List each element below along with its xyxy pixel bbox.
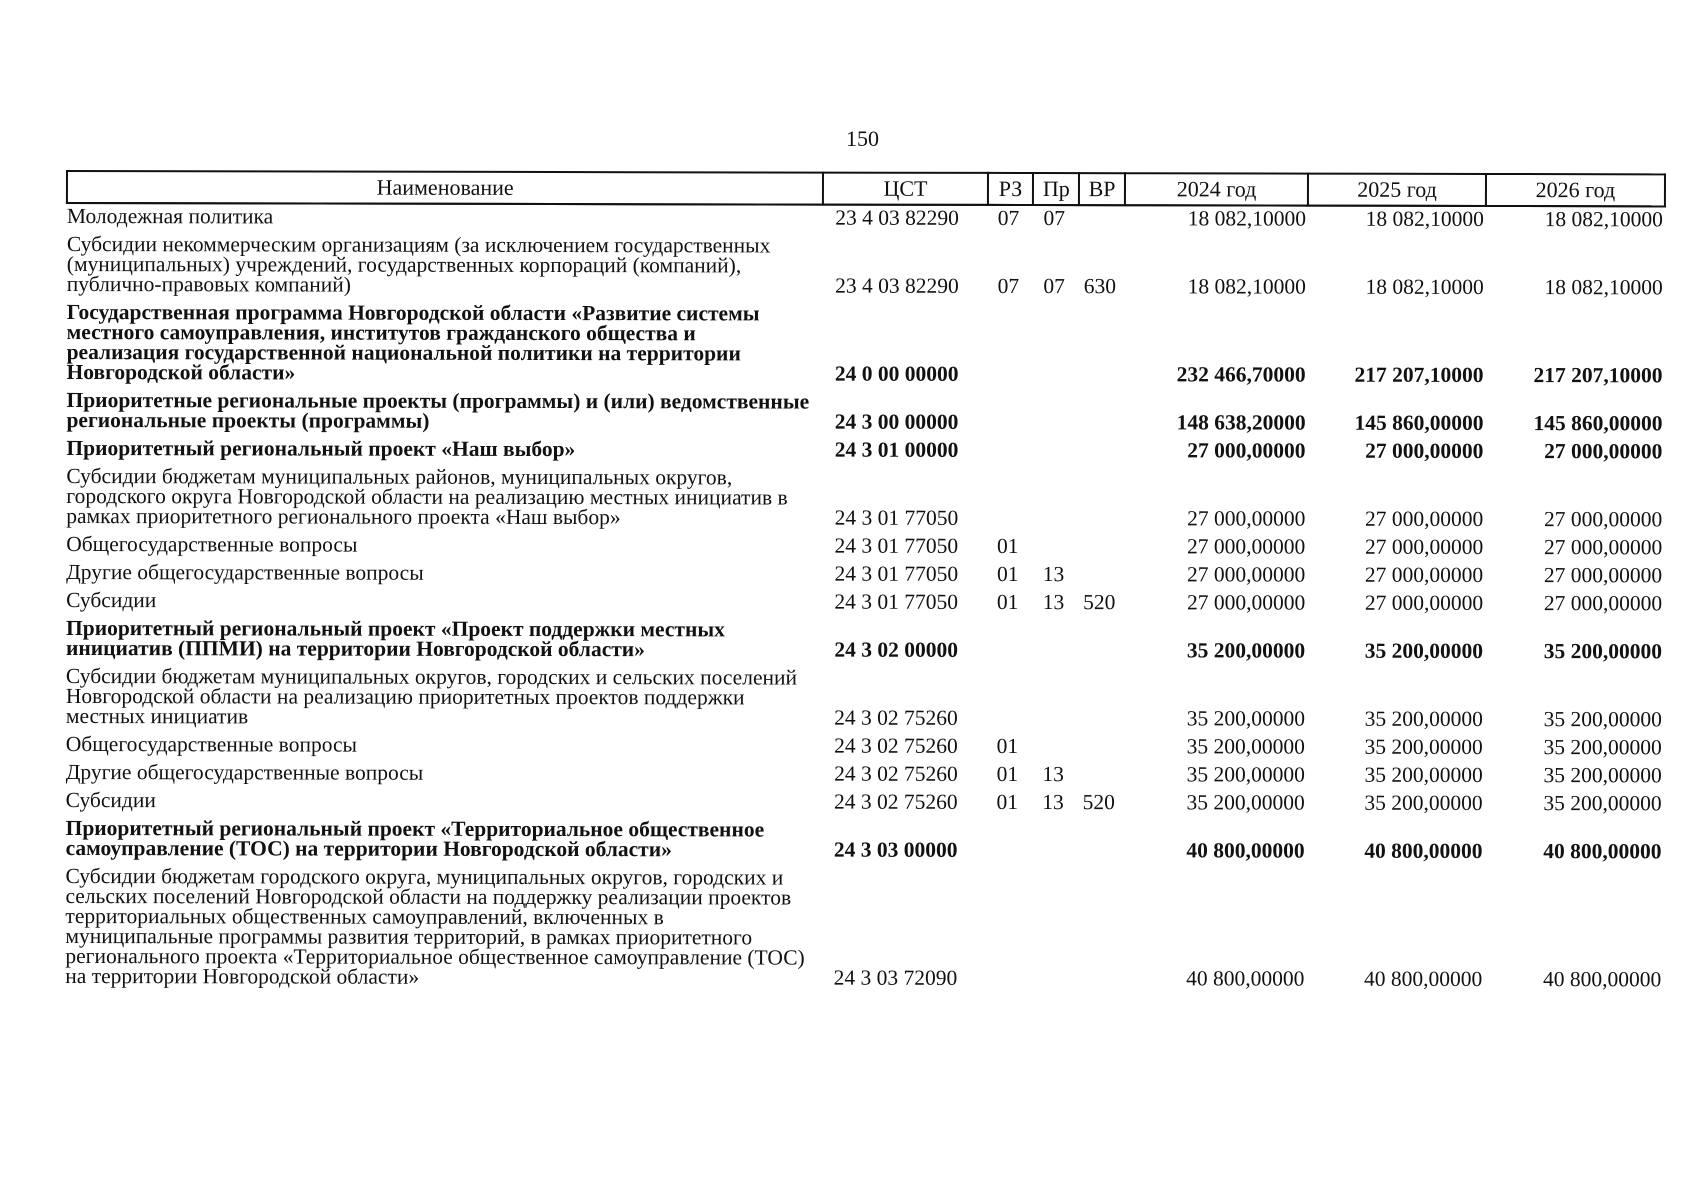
cell-vr [1079,298,1125,386]
table-row [66,384,1664,435]
header-pr: Пр [1033,173,1079,205]
page-number: 150 [846,126,879,151]
cell-rz: 07 [997,205,1020,230]
cell-2025: 27 000,00000 [1364,590,1484,615]
table-row [66,528,1664,559]
cell-2024: 35 200,00000 [1186,706,1305,731]
cell-2026: 35 200,00000 [1543,791,1662,816]
cell-2025: 18 082,10000 [1365,206,1484,231]
cell-2026: 40 800,00000 [1543,967,1662,992]
cell-vr [1079,434,1125,462]
cell-2024: 27 000,00000 [1187,438,1306,463]
cell-2025: 217 207,10000 [1354,362,1484,387]
cell-rz: 01 [996,561,1019,586]
table-row [67,203,1665,231]
cell-2026: 27 000,00000 [1543,591,1663,616]
cell-cst: 24 3 01 77050 [834,533,959,558]
cell-pr [1032,862,1078,990]
cell-vr [1078,758,1124,786]
cell-2025: 35 200,00000 [1364,638,1484,663]
cell-2024: 232 466,70000 [1176,362,1306,387]
cell-vr [1078,614,1124,662]
table-body [65,203,1665,991]
cell-cst: 23 4 03 82290 [835,273,959,298]
cell-pr [1032,662,1078,730]
cell-pr: 13 [1042,790,1064,815]
cell-2025: 145 860,00000 [1354,410,1484,435]
cell-vr [1078,462,1124,530]
cell-rz [987,462,1033,530]
cell-cst: 23 4 03 82290 [835,205,959,230]
cell-2024: 40 800,00000 [1186,966,1305,991]
cell-2026: 27 000,00000 [1544,439,1663,464]
cell-vr [1078,530,1124,558]
cell-rz: 01 [996,589,1019,614]
cell-2025: 27 000,00000 [1364,534,1484,559]
cell-rz [987,386,1033,434]
cell-2025: 40 800,00000 [1364,966,1483,991]
cell-name: Приоритетный региональный проект «Территориальное общественное самоуправление (ТОС) на территории Новгородской области» [65,816,765,862]
cell-2026: 217 207,10000 [1533,363,1663,388]
cell-name: Приоритетный региональный проект «Наш выбор» [66,436,576,462]
cell-cst: 24 3 03 72090 [833,965,958,990]
cell-name: Субсидии некоммерческим организациям (за исключением государственных (муниципальных) учреждений, государственных корпораций (компаний), публично-правовых компаний) [66,232,771,297]
cell-name: Субсидии [65,788,156,813]
cell-cst: 24 3 01 77050 [834,589,959,614]
cell-vr: 520 [1083,590,1116,615]
cell-name: Государственная программа Новгородской области «Развитие системы местного самоуправления, институтов гражданского общества и реализация государственной национальной политики на территории Новгородской области» [66,300,760,385]
cell-2024: 35 200,00000 [1186,734,1305,759]
cell-vr [1079,205,1125,230]
cell-pr: 07 [1043,274,1065,299]
cell-cst: 24 3 02 75260 [834,705,958,730]
cell-pr [1032,814,1078,862]
cell-2025: 35 200,00000 [1364,762,1483,787]
cell-name: Другие общегосударственные вопросы [65,760,424,785]
table-row [66,660,1664,731]
cell-2026: 35 200,00000 [1543,735,1662,760]
cell-cst: 24 3 02 75260 [834,733,958,758]
budget-table [64,170,1666,991]
cell-rz [987,298,1033,386]
cell-cst: 24 3 01 77050 [834,561,959,586]
cell-vr [1078,814,1124,862]
table-row [66,812,1664,863]
cell-pr: 07 [1043,206,1066,231]
table-row [66,728,1664,759]
table-row [66,612,1664,663]
header-2024: 2024 год [1125,173,1308,205]
cell-rz [987,614,1033,662]
cell-2025: 35 200,00000 [1364,790,1483,815]
cell-cst: 24 0 00 00000 [834,361,959,386]
cell-name: Приоритетные региональные проекты (программы) и (или) ведомственные региональные проекты (программы) [66,388,810,433]
cell-2026: 27 000,00000 [1543,507,1663,532]
cell-pr [1033,434,1079,462]
cell-vr [1078,558,1124,586]
cell-2026: 18 082,10000 [1544,275,1663,300]
cell-2024: 40 800,00000 [1186,838,1305,863]
table-row [66,756,1664,787]
table-row [67,228,1665,299]
cell-rz: 07 [997,273,1020,298]
cell-2026: 145 860,00000 [1533,411,1663,436]
table-row [66,460,1664,531]
cell-2024: 18 082,10000 [1187,274,1306,299]
cell-rz: 01 [996,761,1019,786]
cell-2024: 148 638,20000 [1176,410,1306,435]
cell-cst: 24 3 01 00000 [834,437,959,462]
header-2025: 2025 год [1308,174,1486,206]
cell-rz [986,862,1032,990]
table-row [65,860,1663,991]
cell-name: Общегосударственные вопросы [66,532,358,557]
cell-2026: 35 200,00000 [1543,763,1662,788]
table-row [66,556,1664,587]
table-row [67,296,1665,387]
cell-vr: 630 [1083,274,1117,299]
cell-2025: 35 200,00000 [1364,734,1483,759]
cell-rz [987,662,1033,730]
cell-pr [1033,298,1079,386]
cell-2025: 18 082,10000 [1365,274,1484,299]
cell-2025: 27 000,00000 [1364,562,1484,587]
table-row [66,784,1664,815]
cell-vr [1078,862,1124,990]
cell-2026: 35 200,00000 [1543,707,1662,732]
cell-name: Общегосударственные вопросы [65,732,358,757]
cell-pr [1032,730,1078,758]
cell-2024: 35 200,00000 [1186,762,1305,787]
cell-vr [1078,662,1124,730]
cell-rz: 01 [996,789,1019,814]
cell-2026: 27 000,00000 [1543,535,1663,560]
cell-2024: 27 000,00000 [1186,562,1306,587]
cell-rz: 01 [997,533,1019,558]
header-cst: ЦСТ [823,173,987,205]
cell-pr [1033,530,1079,558]
cell-vr: 520 [1082,790,1115,815]
cell-pr [1033,462,1079,530]
cell-2025: 35 200,00000 [1364,706,1483,731]
cell-name: Субсидии бюджетам муниципальных районов, муниципальных округов, городского округа Новгородской области на реализацию местных инициатив в рамках приоритетного регионального проекта «Наш выбор» [66,464,788,530]
cell-2024: 18 082,10000 [1187,206,1307,231]
cell-pr [1032,614,1078,662]
table-row [66,432,1664,463]
cell-pr [1033,386,1079,434]
cell-2025: 27 000,00000 [1365,438,1484,463]
cell-2024: 27 000,00000 [1186,590,1306,615]
header-vr: ВР [1079,173,1125,205]
cell-vr [1078,730,1124,758]
cell-name: Другие общегосударственные вопросы [66,560,424,585]
cell-2025: 40 800,00000 [1364,838,1483,863]
header-2026: 2026 год [1486,174,1665,206]
cell-2026: 18 082,10000 [1544,207,1663,232]
cell-rz: 01 [996,733,1019,758]
cell-name: Субсидии бюджетам муниципальных округов, городских и сельских поселений Новгородской области на реализацию приоритетных проектов поддержки местных инициатив [65,664,798,729]
cell-name: Приоритетный региональный проект «Проект поддержки местных инициатив (ППМИ) на территории Новгородской области» [65,616,725,662]
cell-2024: 27 000,00000 [1187,506,1306,531]
cell-cst: 24 3 02 75260 [834,761,958,786]
header-name: Наименование [67,171,823,205]
cell-cst: 24 3 01 77050 [834,505,959,530]
cell-cst: 24 3 03 00000 [833,837,958,862]
header-rz: РЗ [988,173,1034,205]
cell-name: Субсидии бюджетам городского округа, муниципальных округов, городских и сельских поселений Новгородской области на поддержку реализации проектов территориальных общественных самоуправлений, включенных в муниципальные программы развития территорий, в рамках приоритетного регионального проекта «Территориальное общественное самоуправление (ТОС) на территории Новгородской области» [65,864,805,989]
cell-2024: 27 000,00000 [1187,534,1306,559]
cell-rz [987,434,1033,462]
cell-cst: 24 3 02 00000 [834,637,958,662]
cell-cst: 24 3 02 75260 [833,789,958,814]
cell-2025: 27 000,00000 [1364,506,1484,531]
table-header-row [67,171,1665,206]
cell-name: Молодежная политика [66,204,274,229]
cell-vr [1079,386,1125,434]
cell-cst: 24 3 00 00000 [834,409,959,434]
cell-2024: 35 200,00000 [1186,638,1306,663]
cell-2026: 40 800,00000 [1543,839,1662,864]
cell-2026: 27 000,00000 [1543,563,1663,588]
table-row [66,584,1664,615]
cell-pr: 13 [1042,590,1065,615]
cell-pr: 13 [1042,562,1065,587]
cell-name: Субсидии [66,588,157,613]
cell-2024: 35 200,00000 [1186,790,1305,815]
cell-2026: 35 200,00000 [1543,639,1663,664]
cell-rz [986,814,1032,862]
cell-pr: 13 [1042,762,1064,787]
